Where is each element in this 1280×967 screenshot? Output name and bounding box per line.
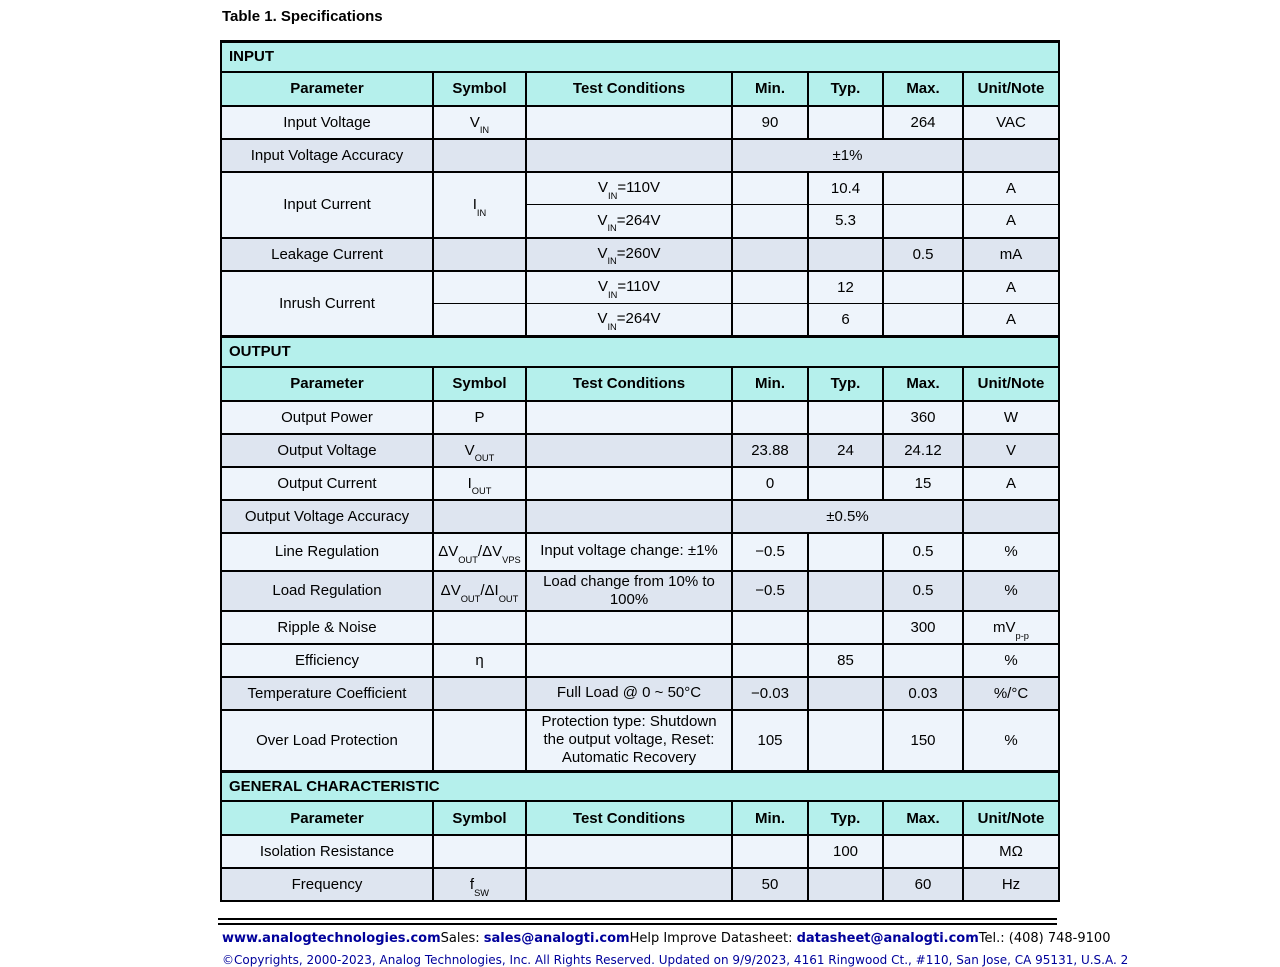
min-cell: −0.5 bbox=[732, 533, 808, 571]
unit-cell: %/°C bbox=[963, 677, 1059, 710]
col-header-parameter: Parameter bbox=[221, 801, 433, 835]
min-cell: 23.88 bbox=[732, 434, 808, 467]
param-cell: Leakage Current bbox=[221, 238, 433, 271]
footer bbox=[222, 931, 1111, 946]
unit-cell: A bbox=[963, 467, 1059, 500]
span-value-cell: ±0.5% bbox=[732, 500, 963, 533]
min-cell bbox=[732, 401, 808, 434]
datasheet-email-link[interactable]: datasheet@analogti.com bbox=[796, 931, 979, 946]
symbol-cell bbox=[433, 500, 526, 533]
typ-cell bbox=[808, 106, 883, 139]
col-header-parameter: Parameter bbox=[221, 367, 433, 401]
table-row bbox=[221, 801, 1059, 835]
cond-cell: Input voltage change: ±1% bbox=[526, 533, 732, 571]
typ-cell bbox=[808, 677, 883, 710]
param-cell: Isolation Resistance bbox=[221, 835, 433, 868]
cond-cell: $V_{IN}=110V$ bbox=[526, 172, 732, 205]
cond-cell bbox=[526, 139, 732, 172]
col-header-min: Min. bbox=[732, 801, 808, 835]
cond-cell: $V_{IN}=264V$ bbox=[526, 205, 732, 238]
typ-cell: 100 bbox=[808, 835, 883, 868]
min-cell bbox=[732, 205, 808, 238]
min-cell: 90 bbox=[732, 106, 808, 139]
telephone: Tel.: (408) 748-9100 bbox=[978, 931, 1111, 946]
col-header-typ: Typ. bbox=[808, 801, 883, 835]
param-cell: Over Load Protection bbox=[221, 710, 433, 771]
help-label: Help Improve Datasheet: bbox=[629, 931, 797, 946]
table-row bbox=[221, 868, 1059, 901]
section-title-general: GENERAL CHARACTERISTIC bbox=[221, 771, 1059, 801]
table-row bbox=[221, 571, 1059, 612]
min-cell: 0 bbox=[732, 467, 808, 500]
typ-cell: 85 bbox=[808, 644, 883, 677]
help-contact bbox=[630, 931, 979, 946]
footer-divider bbox=[218, 918, 1057, 925]
max-cell: 60 bbox=[883, 868, 963, 901]
cond-cell bbox=[526, 868, 732, 901]
symbol-cell: $\Delta V_{OUT}/\Delta I_{OUT}$ bbox=[433, 571, 526, 612]
param-cell: Inrush Current bbox=[221, 271, 433, 337]
cond-cell bbox=[526, 500, 732, 533]
cond-cell: Protection type: Shutdown the output voltage, Reset: Automatic Recovery bbox=[526, 710, 732, 771]
max-cell: 15 bbox=[883, 467, 963, 500]
unit-cell: A bbox=[963, 271, 1059, 304]
table-row bbox=[221, 644, 1059, 677]
max-cell: 150 bbox=[883, 710, 963, 771]
table-row bbox=[221, 401, 1059, 434]
symbol-cell: η bbox=[433, 644, 526, 677]
table-row bbox=[221, 835, 1059, 868]
cond-cell bbox=[526, 835, 732, 868]
col-header-parameter: Parameter bbox=[221, 72, 433, 106]
copyright-line: ©Copyrights, 2000-2023, Analog Technologies, Inc. All Rights Reserved. Updated on 9/9/2023, 4161 Ringwood Ct., #110, San Jose, CA 95131, U.S.A. 2 bbox=[222, 953, 1129, 967]
symbol-cell bbox=[433, 677, 526, 710]
max-cell bbox=[883, 644, 963, 677]
website-link[interactable]: www.analogtechnologies.com bbox=[222, 931, 441, 946]
unit-cell: $mV_{p-p}$ bbox=[963, 611, 1059, 644]
sales-email-link[interactable]: sales@analogti.com bbox=[483, 931, 630, 946]
max-cell: 300 bbox=[883, 611, 963, 644]
col-header-symbol: Symbol bbox=[433, 72, 526, 106]
specifications-table bbox=[220, 40, 1060, 902]
cond-cell bbox=[526, 644, 732, 677]
col-header-typ: Typ. bbox=[808, 72, 883, 106]
max-cell bbox=[883, 172, 963, 205]
min-cell: 105 bbox=[732, 710, 808, 771]
col-header-test-conditions: Test Conditions bbox=[526, 367, 732, 401]
symbol-cell bbox=[433, 835, 526, 868]
min-cell bbox=[732, 238, 808, 271]
col-header-test-conditions: Test Conditions bbox=[526, 801, 732, 835]
unit-cell: A bbox=[963, 304, 1059, 337]
table-row bbox=[221, 337, 1059, 367]
col-header-min: Min. bbox=[732, 367, 808, 401]
sales-label: Sales: bbox=[440, 931, 484, 946]
symbol-cell: $V_{OUT}$ bbox=[433, 434, 526, 467]
table-row bbox=[221, 467, 1059, 500]
unit-cell: mA bbox=[963, 238, 1059, 271]
table-row bbox=[221, 500, 1059, 533]
param-cell: Efficiency bbox=[221, 644, 433, 677]
table-row bbox=[221, 139, 1059, 172]
cond-cell: Load change from 10% to 100% bbox=[526, 571, 732, 612]
symbol-cell: $\Delta V_{OUT}/\Delta V_{VPS}$ bbox=[433, 533, 526, 571]
typ-cell bbox=[808, 467, 883, 500]
param-cell: Frequency bbox=[221, 868, 433, 901]
max-cell bbox=[883, 304, 963, 337]
param-cell: Output Voltage Accuracy bbox=[221, 500, 433, 533]
cond-cell bbox=[526, 611, 732, 644]
col-header-min: Min. bbox=[732, 72, 808, 106]
max-cell: 0.03 bbox=[883, 677, 963, 710]
section-title-output: OUTPUT bbox=[221, 337, 1059, 367]
symbol-cell bbox=[433, 238, 526, 271]
min-cell bbox=[732, 835, 808, 868]
symbol-cell: $I_{OUT}$ bbox=[433, 467, 526, 500]
table-row bbox=[221, 367, 1059, 401]
cond-cell bbox=[526, 434, 732, 467]
unit-cell: W bbox=[963, 401, 1059, 434]
symbol-cell: P bbox=[433, 401, 526, 434]
unit-cell: A bbox=[963, 205, 1059, 238]
table-row bbox=[221, 106, 1059, 139]
col-header-max: Max. bbox=[883, 72, 963, 106]
datasheet-page bbox=[220, 6, 1060, 902]
symbol-cell bbox=[433, 304, 526, 337]
table-row bbox=[221, 238, 1059, 271]
typ-cell bbox=[808, 710, 883, 771]
symbol-cell bbox=[433, 710, 526, 771]
table-row bbox=[221, 677, 1059, 710]
min-cell bbox=[732, 172, 808, 205]
col-header-unit: Unit/Note bbox=[963, 72, 1059, 106]
cond-cell bbox=[526, 106, 732, 139]
max-cell bbox=[883, 835, 963, 868]
unit-cell: VAC bbox=[963, 106, 1059, 139]
cond-cell: $V_{IN}=110V$ bbox=[526, 271, 732, 304]
symbol-cell bbox=[433, 139, 526, 172]
param-cell: Output Power bbox=[221, 401, 433, 434]
typ-cell bbox=[808, 868, 883, 901]
col-header-max: Max. bbox=[883, 801, 963, 835]
sales-contact bbox=[441, 931, 630, 946]
col-header-typ: Typ. bbox=[808, 367, 883, 401]
typ-cell: 6 bbox=[808, 304, 883, 337]
min-cell: 50 bbox=[732, 868, 808, 901]
typ-cell bbox=[808, 238, 883, 271]
table-row bbox=[221, 533, 1059, 571]
max-cell bbox=[883, 205, 963, 238]
param-cell: Output Voltage bbox=[221, 434, 433, 467]
param-cell: Input Voltage Accuracy bbox=[221, 139, 433, 172]
table-row bbox=[221, 611, 1059, 644]
unit-cell bbox=[963, 139, 1059, 172]
max-cell: 264 bbox=[883, 106, 963, 139]
typ-cell: 10.4 bbox=[808, 172, 883, 205]
col-header-unit: Unit/Note bbox=[963, 801, 1059, 835]
max-cell: 24.12 bbox=[883, 434, 963, 467]
unit-cell: % bbox=[963, 533, 1059, 571]
typ-cell bbox=[808, 611, 883, 644]
param-cell: Input Current bbox=[221, 172, 433, 238]
symbol-cell bbox=[433, 611, 526, 644]
table-row bbox=[221, 42, 1059, 72]
cond-cell bbox=[526, 467, 732, 500]
typ-cell bbox=[808, 401, 883, 434]
table-row bbox=[221, 434, 1059, 467]
span-value-cell: ±1% bbox=[732, 139, 963, 172]
param-cell: Output Current bbox=[221, 467, 433, 500]
typ-cell: 24 bbox=[808, 434, 883, 467]
unit-cell: A bbox=[963, 172, 1059, 205]
min-cell: −0.03 bbox=[732, 677, 808, 710]
cond-cell: $V_{IN}=264V$ bbox=[526, 304, 732, 337]
table-row bbox=[221, 271, 1059, 304]
unit-cell: V bbox=[963, 434, 1059, 467]
symbol-cell: $f_{SW}$ bbox=[433, 868, 526, 901]
max-cell: 0.5 bbox=[883, 571, 963, 612]
cond-cell: Full Load @ 0 ~ 50°C bbox=[526, 677, 732, 710]
col-header-symbol: Symbol bbox=[433, 367, 526, 401]
typ-cell: 12 bbox=[808, 271, 883, 304]
unit-cell: Hz bbox=[963, 868, 1059, 901]
typ-cell: 5.3 bbox=[808, 205, 883, 238]
table-row bbox=[221, 72, 1059, 106]
param-cell: Input Voltage bbox=[221, 106, 433, 139]
section-title-input: INPUT bbox=[221, 42, 1059, 72]
max-cell: 360 bbox=[883, 401, 963, 434]
min-cell: −0.5 bbox=[732, 571, 808, 612]
max-cell bbox=[883, 271, 963, 304]
symbol-cell: $I_{IN}$ bbox=[433, 172, 526, 238]
cond-cell: $V_{IN}=260V$ bbox=[526, 238, 732, 271]
page-title: Table 1. Specifications bbox=[222, 8, 383, 25]
col-header-unit: Unit/Note bbox=[963, 367, 1059, 401]
param-cell: Temperature Coefficient bbox=[221, 677, 433, 710]
param-cell: Line Regulation bbox=[221, 533, 433, 571]
table-row bbox=[221, 710, 1059, 771]
symbol-cell: $V_{IN}$ bbox=[433, 106, 526, 139]
unit-cell: % bbox=[963, 710, 1059, 771]
col-header-max: Max. bbox=[883, 367, 963, 401]
min-cell bbox=[732, 271, 808, 304]
max-cell: 0.5 bbox=[883, 238, 963, 271]
unit-cell bbox=[963, 500, 1059, 533]
param-cell: Load Regulation bbox=[221, 571, 433, 612]
unit-cell: % bbox=[963, 644, 1059, 677]
symbol-cell bbox=[433, 271, 526, 304]
unit-cell: % bbox=[963, 571, 1059, 612]
col-header-test-conditions: Test Conditions bbox=[526, 72, 732, 106]
col-header-symbol: Symbol bbox=[433, 801, 526, 835]
param-cell: Ripple & Noise bbox=[221, 611, 433, 644]
max-cell: 0.5 bbox=[883, 533, 963, 571]
min-cell bbox=[732, 644, 808, 677]
cond-cell bbox=[526, 401, 732, 434]
typ-cell bbox=[808, 571, 883, 612]
table-row bbox=[221, 771, 1059, 801]
min-cell bbox=[732, 611, 808, 644]
table-row bbox=[221, 172, 1059, 205]
min-cell bbox=[732, 304, 808, 337]
typ-cell bbox=[808, 533, 883, 571]
unit-cell: MΩ bbox=[963, 835, 1059, 868]
